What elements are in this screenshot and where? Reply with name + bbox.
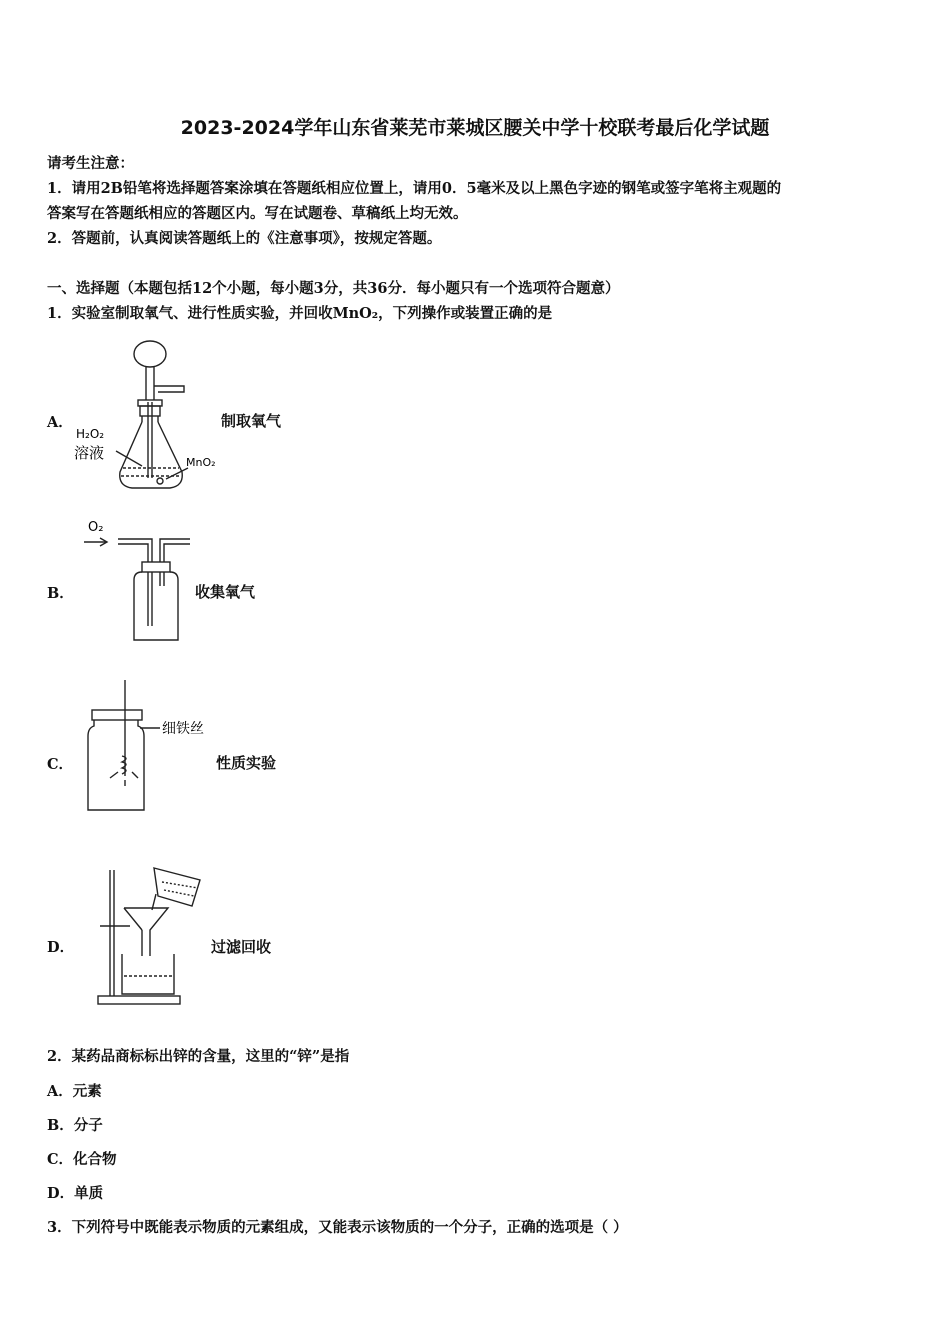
question-2-option-b[interactable]: B．分子 [47,1117,103,1134]
question-3-stem: 3．下列符号中既能表示物质的元素组成，又能表示该物质的一个分子，正确的选项是（ ） [47,1219,628,1236]
question-2-option-d[interactable]: D．单质 [47,1185,104,1202]
page-title: 2023-2024学年山东省莱芜市莱城区腰关中学十校联考最后化学试题 [180,117,770,139]
label-fine-iron-wire: 细铁丝 [162,721,204,737]
option-b-caption: 收集氧气 [195,583,256,601]
option-b-letter[interactable]: B． [47,585,74,602]
label-h2o2: H₂O₂ [76,427,105,441]
option-c-caption: 性质实验 [216,754,277,772]
apparatus-c-iron-wire-diagram [80,676,220,814]
question-2-option-c[interactable]: C．化合物 [47,1151,117,1168]
label-solution: 溶液 [74,444,105,462]
option-a-caption: 制取氧气 [221,412,282,430]
label-mno2: MnO₂ [186,456,216,469]
option-c-letter[interactable]: C． [47,756,74,773]
question-2-option-a[interactable]: A．元素 [47,1083,102,1100]
label-o2: O₂ [88,520,104,535]
notice-item-1-line-2: 答案写在答题纸相应的答题区内。写在试题卷、草稿纸上均无效。 [47,205,468,222]
section-heading: 一、选择题（本题包括12个小题，每小题3分，共36分．每小题只有一个选项符合题意） [47,280,620,297]
apparatus-a-flask-diagram [72,338,232,496]
notice-item-1-line-1: 1．请用2B铅笔将选择题答案涂填在答题纸相应位置上，请用0．5毫米及以上黑色字迹的钢笔或签字笔将主观题的 [47,180,782,197]
option-a-letter[interactable]: A． [47,414,73,431]
notice-heading: 请考生注意： [47,155,134,172]
apparatus-d-filtration-diagram [96,858,216,1010]
question-1-stem: 1．实验室制取氧气、进行性质实验，并回收MnO₂，下列操作或装置正确的是 [47,305,553,322]
apparatus-b-gas-bottle-diagram [80,514,200,646]
notice-item-2: 2．答题前，认真阅读答题纸上的《注意事项》，按规定答题。 [47,230,442,247]
option-d-letter[interactable]: D． [47,939,75,956]
option-d-caption: 过滤回收 [211,938,272,956]
question-2-stem: 2．某药品商标标出锌的含量，这里的“锌”是指 [47,1048,350,1065]
